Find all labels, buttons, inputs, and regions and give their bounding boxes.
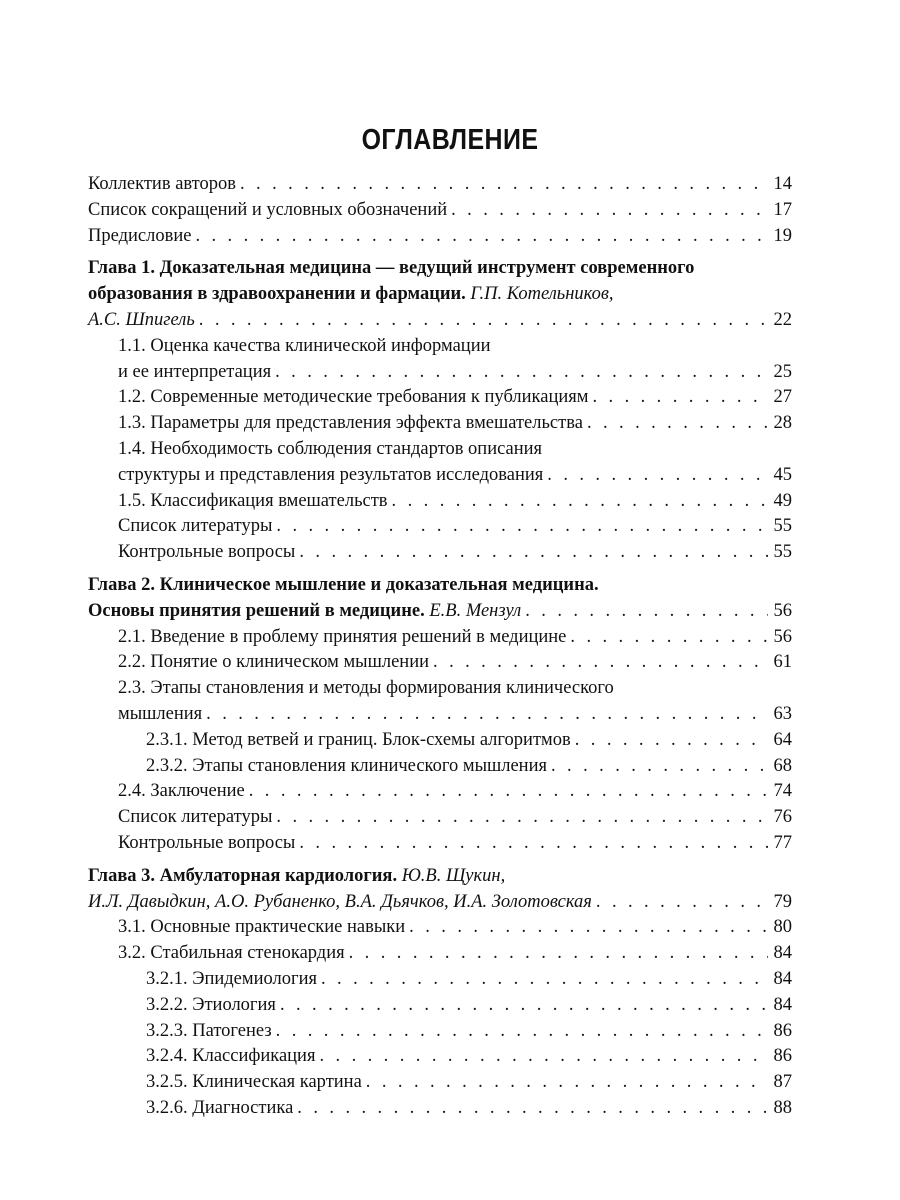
section-2-1[interactable]	[88, 625, 792, 651]
toc-page-number: 74	[773, 781, 792, 802]
toc-page-number: 87	[773, 1072, 792, 1093]
toc-entry-text: и ее интерпретация	[118, 361, 272, 382]
section-1-4[interactable]	[88, 463, 792, 489]
toc-entry-text: Список литературы	[118, 807, 273, 828]
toc-entry-text: 3.2.1. Эпидемиология	[146, 968, 317, 989]
chapter-2-references[interactable]	[88, 805, 792, 831]
toc-page-number: 28	[773, 413, 792, 434]
toc-page-number: 25	[773, 361, 792, 382]
toc-entry-text: 2.4. Заключение	[118, 781, 245, 802]
toc-entry-text: Список сокращений и условных обозначений	[88, 199, 448, 220]
leader-dots	[587, 411, 768, 437]
leader-dots	[366, 1070, 768, 1096]
section-1-4-line-1[interactable]: 1.4. Необходимость соблюдения стандартов описания	[118, 438, 543, 459]
chapter-1-title-line-1[interactable]	[88, 256, 792, 282]
chapter-2-author: Е.В. Мензул	[429, 600, 522, 621]
section-1-2[interactable]	[88, 385, 792, 411]
leader-dots	[280, 993, 768, 1019]
chapter-1-author: Г.П. Котельников,	[470, 284, 614, 305]
toc-page-number: 56	[773, 600, 792, 621]
section-3-2-5[interactable]	[88, 1070, 792, 1096]
leader-dots	[392, 489, 768, 515]
toc-entry-text: 3.2.4. Классификация	[146, 1046, 316, 1067]
chapter-1-title-line-2[interactable]	[88, 282, 792, 308]
chapter-3-author: Ю.В. Щукин,	[401, 865, 506, 886]
leader-dots	[321, 967, 768, 993]
toc-entry-authors[interactable]	[88, 172, 792, 198]
toc-page-number: 19	[773, 225, 792, 246]
toc-page-number: 61	[773, 652, 792, 673]
leader-dots	[409, 915, 767, 941]
chapter-3-title: Глава 3. Амбулаторная кардиология.	[88, 865, 398, 886]
leader-dots	[276, 1019, 768, 1045]
toc-entry-abbreviations[interactable]	[88, 198, 792, 224]
toc-entry-text: 2.3.2. Этапы становления клинического мышления	[146, 755, 547, 776]
toc-page-number: 68	[773, 755, 792, 776]
section-2-3-line-1[interactable]: 2.3. Этапы становления и методы формирования клинического	[118, 678, 614, 699]
section-2-4[interactable]	[88, 779, 792, 805]
leader-dots	[451, 198, 767, 224]
toc-page-number: 88	[773, 1097, 792, 1118]
leader-dots	[299, 540, 767, 566]
toc-entry-text: Контрольные вопросы	[118, 542, 296, 563]
chapter-2-title: Глава 2. Клиническое мышление и доказательная медицина.	[88, 574, 599, 595]
leader-dots	[297, 1096, 767, 1122]
toc-entry-text: Коллектив авторов	[88, 174, 236, 194]
section-1-1-line-1[interactable]: 1.1. Оценка качества клинической информации	[118, 335, 491, 356]
toc-entry-text: 1.2. Современные методические требования к публикациям	[118, 387, 589, 408]
toc-page-number: 27	[773, 387, 792, 408]
section-2-2[interactable]	[88, 650, 792, 676]
leader-dots	[249, 779, 768, 805]
leader-dots	[299, 831, 767, 857]
toc-page-number: 86	[773, 1020, 792, 1041]
section-2-3-2[interactable]	[88, 754, 792, 780]
leader-dots	[433, 650, 767, 676]
chapter-1-title-cont: образования в здравоохранении и фармации.	[88, 284, 466, 305]
leader-dots	[570, 625, 767, 651]
leader-dots	[276, 805, 767, 831]
section-3-2-4[interactable]	[88, 1044, 792, 1070]
toc-page-number: 55	[773, 542, 792, 563]
toc-page-number: 86	[773, 1046, 792, 1067]
toc-page-number: 76	[773, 807, 792, 828]
toc-entry-text: 3.2. Стабильная стенокардия	[118, 943, 345, 964]
section-1-5[interactable]	[88, 489, 792, 515]
leader-dots	[551, 754, 768, 780]
section-1-1[interactable]	[88, 360, 792, 386]
toc-entry-text: 1.5. Классификация вмешательств	[118, 490, 388, 511]
toc-entry-text: 3.2.2. Этиология	[146, 994, 276, 1015]
section-1-3[interactable]	[88, 411, 792, 437]
toc-page-number: 84	[773, 968, 792, 989]
section-3-2-3[interactable]	[88, 1019, 792, 1045]
chapter-3-title-line-1[interactable]	[88, 864, 792, 890]
toc-entry-text: 3.2.5. Клиническая картина	[146, 1072, 362, 1093]
leader-dots	[525, 599, 767, 625]
toc-entry-text: Контрольные вопросы	[118, 832, 296, 853]
leader-dots	[596, 890, 768, 916]
toc-page-number: 79	[773, 891, 792, 912]
toc-entry-text: 2.2. Понятие о клиническом мышлении	[118, 652, 430, 673]
toc-entry-text: Список литературы	[118, 516, 273, 537]
chapter-3-authors-cont: И.Л. Давыдкин, А.О. Рубаненко, В.А. Дьячков, И.А. Золотовская	[88, 891, 592, 912]
toc-entry-text: 3.1. Основные практические навыки	[118, 917, 406, 938]
toc-page-number: 56	[773, 626, 792, 647]
leader-dots	[349, 941, 768, 967]
toc-page-number: 64	[773, 729, 792, 750]
toc-page-number: 55	[773, 516, 792, 537]
leader-dots	[199, 308, 768, 334]
section-3-1[interactable]	[88, 915, 792, 941]
chapter-1-entry[interactable]	[88, 308, 792, 334]
leader-dots	[195, 224, 767, 250]
toc-page-number: 84	[773, 943, 792, 964]
leader-dots	[276, 514, 767, 540]
chapter-2-questions[interactable]	[88, 831, 792, 857]
toc-page-number: 77	[773, 832, 792, 853]
leader-dots	[240, 172, 768, 198]
section-3-2-1[interactable]	[88, 967, 792, 993]
leader-dots	[592, 385, 767, 411]
chapter-1-title: Глава 1. Доказательная медицина — ведущий инструмент современного	[88, 258, 695, 279]
section-2-3[interactable]	[88, 702, 792, 728]
leader-dots	[319, 1044, 767, 1070]
leader-dots	[575, 728, 768, 754]
toc-page-number: 49	[773, 490, 792, 511]
section-3-2-6[interactable]	[88, 1096, 792, 1122]
leader-dots	[547, 463, 767, 489]
toc-entry-preface[interactable]	[88, 224, 792, 250]
toc-page-number: 84	[773, 994, 792, 1015]
chapter-2-title-line-1[interactable]	[88, 573, 792, 599]
section-2-3-1[interactable]	[88, 728, 792, 754]
toc-page-number: 63	[773, 703, 792, 724]
page-title: ОГЛАВЛЕНИЕ	[361, 124, 539, 156]
section-3-2[interactable]	[88, 941, 792, 967]
toc-entry-text: структуры и представления результатов исследования	[118, 464, 544, 485]
chapter-1-questions[interactable]	[88, 540, 792, 566]
toc-entry-text: 2.1. Введение в проблему принятия решений в медицине	[118, 626, 567, 647]
chapter-2-entry[interactable]	[88, 599, 792, 625]
chapter-1-author-cont: А.С. Шпигель	[88, 309, 195, 330]
toc-entry-text: 3.2.3. Патогенез	[146, 1020, 272, 1041]
toc-entry-text: мышления	[118, 703, 203, 724]
toc-page-number: 45	[773, 464, 792, 485]
toc-page-number: 80	[773, 917, 792, 938]
chapter-1-references[interactable]	[88, 514, 792, 540]
chapter-3-entry[interactable]	[88, 890, 792, 916]
chapter-2-title-cont: Основы принятия решений в медицине.	[88, 600, 425, 621]
leader-dots	[206, 702, 767, 728]
toc-entry-text: 1.3. Параметры для представления эффекта вмешательства	[118, 413, 583, 434]
toc-page-number: 14	[773, 174, 792, 194]
toc-entry-text: 2.3.1. Метод ветвей и границ. Блок-схемы алгоритмов	[146, 729, 571, 750]
toc-page-number: 22	[773, 309, 792, 330]
toc-entry-text: 3.2.6. Диагностика	[146, 1097, 294, 1118]
leader-dots	[275, 360, 767, 386]
section-3-2-2[interactable]	[88, 993, 792, 1019]
toc-entry-text: Предисловие	[88, 225, 192, 246]
table-of-contents	[88, 172, 792, 1122]
toc-page-number: 17	[773, 199, 792, 220]
